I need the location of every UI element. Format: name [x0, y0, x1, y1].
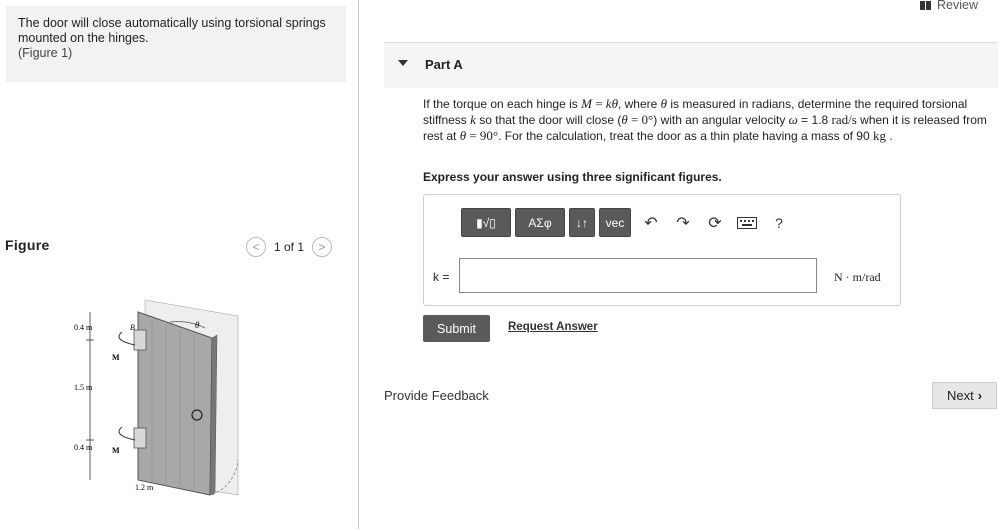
door-panel	[138, 312, 212, 495]
part-a-title: Part A	[425, 57, 463, 72]
chevron-right-icon: ›	[977, 388, 983, 403]
left-panel	[0, 0, 359, 529]
question-text: If the torque on each hinge is M = kθ, where θ is measured in radians, determine the required torsional stiffness k so that the door will close (θ = 0°) with an angular velocity ω = 1.8 rad/s when it is released from rest at θ = 90°. For the calculation, treat the door as a thin plate having a mass of 90 kg .	[423, 96, 987, 143]
intro-line-2: mounted on the hinges.	[18, 31, 149, 45]
problem-intro	[6, 6, 346, 82]
door-figure	[60, 290, 260, 505]
review-label: Review	[937, 0, 978, 12]
answer-unit: N · m/rad	[834, 270, 881, 284]
figure-heading: Figure	[5, 237, 50, 253]
next-figure-button[interactable]: >	[312, 237, 332, 257]
submit-button[interactable]: Submit	[423, 315, 490, 342]
instructions: Express your answer using three significant figures.	[423, 170, 722, 184]
templates-button[interactable]: ▮√▯	[461, 208, 511, 237]
dim-bot: 0.4 m	[74, 443, 93, 452]
collapse-triangle-icon	[398, 60, 408, 66]
prev-figure-button[interactable]: <	[246, 237, 266, 257]
subscript-button[interactable]: ↓↑	[569, 208, 595, 237]
figure-pager	[246, 237, 332, 257]
intro-line-1: The door will close automatically using torsional springs	[18, 16, 326, 30]
answer-label: k =	[433, 270, 450, 284]
label-m-bot: M	[112, 446, 120, 455]
top-hinge	[134, 330, 146, 350]
reset-icon[interactable]: ⟳	[708, 214, 722, 232]
next-button[interactable]	[932, 382, 997, 409]
label-m-top: M	[112, 353, 120, 362]
part-a-header[interactable]	[384, 42, 998, 88]
review-link[interactable]	[920, 0, 978, 12]
redo-icon[interactable]: ↷	[676, 214, 690, 232]
figure-page-count: 1 of 1	[274, 240, 305, 254]
label-theta: θ	[195, 320, 200, 330]
book-icon	[920, 1, 932, 10]
undo-icon[interactable]: ↶	[644, 214, 658, 232]
dim-top: 0.4 m	[74, 323, 93, 332]
answer-input[interactable]	[459, 258, 817, 293]
dim-mid: 1.5 m	[74, 383, 93, 392]
provide-feedback-link[interactable]: Provide Feedback	[384, 388, 489, 403]
greek-button[interactable]: ΑΣφ	[515, 208, 565, 237]
figure-link[interactable]: (Figure 1)	[18, 46, 73, 60]
keyboard-icon[interactable]	[731, 208, 763, 237]
request-answer-link[interactable]: Request Answer	[508, 321, 598, 333]
label-b: B	[130, 323, 135, 332]
vector-button[interactable]: vec	[599, 208, 631, 237]
right-panel	[360, 0, 1000, 529]
math-toolbar	[461, 208, 795, 237]
help-button[interactable]: ?	[775, 214, 783, 231]
bottom-hinge	[134, 428, 146, 448]
answer-box	[423, 194, 901, 306]
dim-width: 1.2 m	[135, 483, 154, 492]
next-label: Next	[946, 388, 974, 403]
